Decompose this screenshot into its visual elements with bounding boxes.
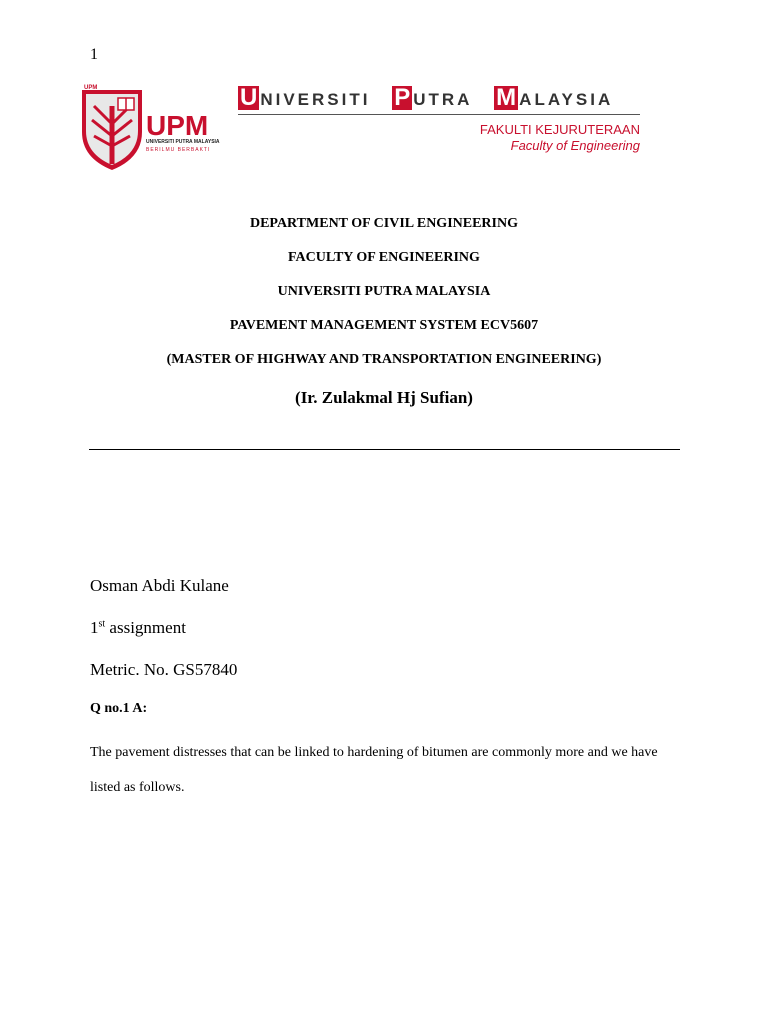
course-title: PAVEMENT MANAGEMENT SYSTEM ECV5607 [229,318,539,333]
faculty-title: FACULTY OF ENGINEERING [288,250,480,265]
upm-wordmark: UPM [146,110,209,141]
faculty-name-english: Faculty of Engineering [510,138,640,153]
header-rule [238,114,640,115]
student-name: Osman Abdi Kulane [90,576,229,595]
university-word-3: M ALAYSIA [496,84,614,111]
question-body: The pavement distresses that can be linked to hardening of bitumen are commonly more and we have listed as follows. [90,745,658,795]
lecturer-name: (Ir. Zulakmal Hj Sufian) [295,388,473,407]
programme-title: (MASTER OF HIGHWAY AND TRANSPORTATION ENGINEERING) [166,352,602,367]
metric-number: Metric. No. GS57840 [90,660,238,679]
university-title: UNIVERSITI PUTRA MALAYSIA [277,284,491,299]
emblem-label: UPM [84,85,98,91]
university-word-1: U NIVERSITI [240,84,371,111]
question-heading: Q no.1 A: [90,701,148,716]
page-number: 1 [90,46,98,63]
university-word-2: P UTRA [394,84,473,111]
faculty-name-malay: FAKULTI KEJURUTERAAN [479,122,640,137]
upm-motto: BERILMU BERBAKTI [146,147,211,153]
department-title: DEPARTMENT OF CIVIL ENGINEERING [249,216,518,231]
title-divider [89,449,680,450]
upm-wordmark-subtitle: UNIVERSITI PUTRA MALAYSIA [146,139,220,145]
university-name-logo [238,86,627,110]
assignment-label: 1st assignment [90,618,186,637]
